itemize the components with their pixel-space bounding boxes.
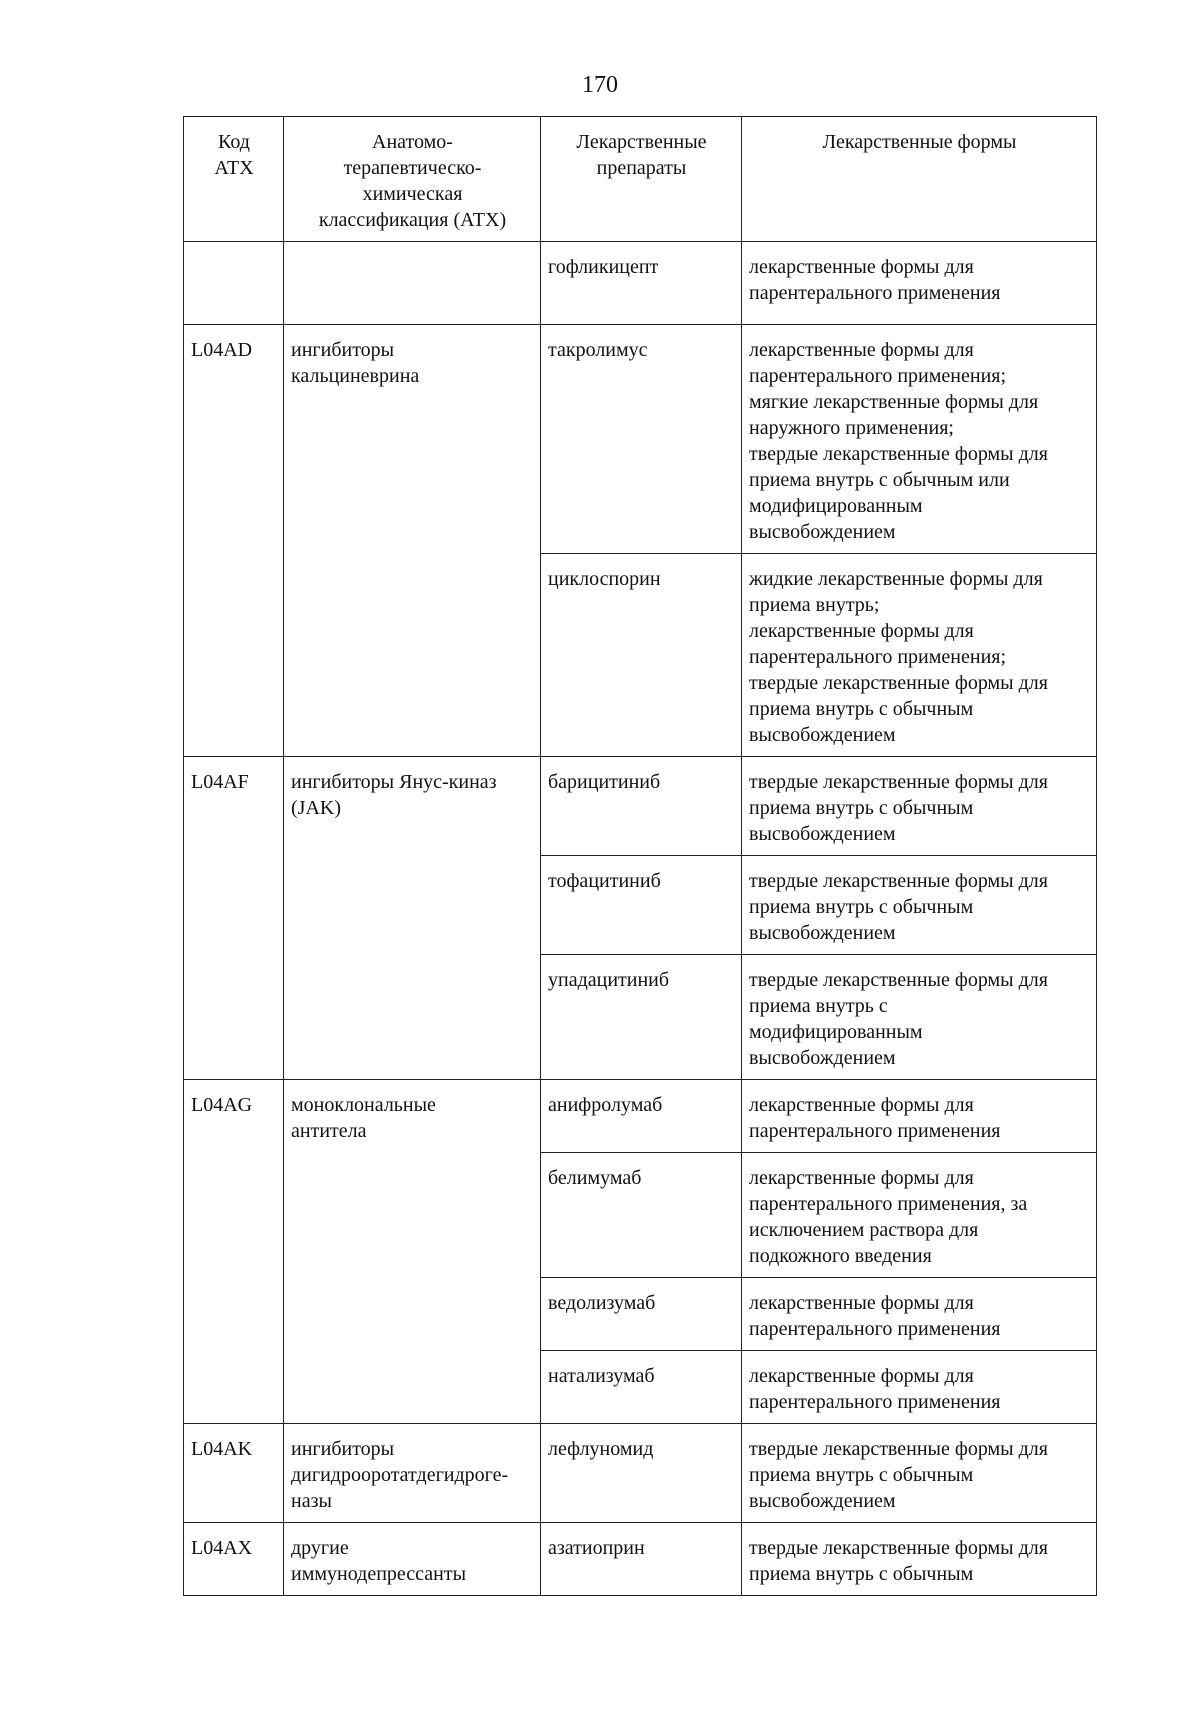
drug-cell: ведолизумаб (541, 1278, 742, 1351)
table-row (184, 757, 1097, 856)
code-cell: L04AF (184, 757, 284, 1080)
form-cell: лекарственные формы для парентерального применения (742, 1278, 1097, 1351)
page-number: 170 (582, 72, 618, 98)
drug-cell: такролимус (541, 325, 742, 554)
code-cell (184, 242, 284, 325)
form-cell: твердые лекарственные формы для приема внутрь с обычным высвобождением (742, 1424, 1097, 1523)
form-cell: лекарственные формы для парентерального применения (742, 1351, 1097, 1424)
form-cell: твердые лекарственные формы для приема внутрь с обычным (742, 1523, 1097, 1596)
form-cell: лекарственные формы для парентерального применения, за исключением раствора для подкожного введения (742, 1153, 1097, 1278)
classification-cell (284, 242, 541, 325)
code-cell: L04AD (184, 325, 284, 757)
drug-cell: анифролумаб (541, 1080, 742, 1153)
table-row (184, 1080, 1097, 1153)
drug-cell: гофликицепт (541, 242, 742, 325)
form-cell: жидкие лекарственные формы для приема внутрь; лекарственные формы для парентерального применения; твердые лекарственные формы для приема внутрь с обычным высвобождением (742, 554, 1097, 757)
classification-cell: ингибиторы дигидрооротатдегидроге- назы (284, 1424, 541, 1523)
drug-cell: тофацитиниб (541, 856, 742, 955)
code-cell: L04AX (184, 1523, 284, 1596)
drug-cell: циклоспорин (541, 554, 742, 757)
classification-cell: моноклональные антитела (284, 1080, 541, 1424)
header-classification: Анатомо- терапевтическо- химическая классификация (АТХ) (284, 117, 541, 242)
classification-cell: другие иммунодепрессанты (284, 1523, 541, 1596)
form-cell: твердые лекарственные формы для приема внутрь с обычным высвобождением (742, 856, 1097, 955)
code-cell: L04AG (184, 1080, 284, 1424)
form-cell: лекарственные формы для парентерального применения; мягкие лекарственные формы для наружного применения; твердые лекарственные формы для приема внутрь с обычным или модифицированным высвобождением (742, 325, 1097, 554)
form-cell: твердые лекарственные формы для приема внутрь с обычным высвобождением (742, 757, 1097, 856)
form-cell: твердые лекарственные формы для приема внутрь с модифицированным высвобождением (742, 955, 1097, 1080)
drug-cell: натализумаб (541, 1351, 742, 1424)
atx-table (183, 116, 1097, 1596)
table-row (184, 1523, 1097, 1596)
header-forms: Лекарственные формы (742, 117, 1097, 242)
drug-cell: белимумаб (541, 1153, 742, 1278)
form-cell: лекарственные формы для парентерального применения (742, 1080, 1097, 1153)
drug-cell: упадацитиниб (541, 955, 742, 1080)
classification-cell: ингибиторы Янус-киназ (JAK) (284, 757, 541, 1080)
drug-cell: азатиоприн (541, 1523, 742, 1596)
table-row (184, 325, 1097, 554)
table-row (184, 242, 1097, 325)
drug-cell: барицитиниб (541, 757, 742, 856)
header-drugs: Лекарственные препараты (541, 117, 742, 242)
drug-cell: лефлуномид (541, 1424, 742, 1523)
header-code: Код АТХ (184, 117, 284, 242)
form-cell: лекарственные формы для парентерального применения (742, 242, 1097, 325)
code-cell: L04AK (184, 1424, 284, 1523)
table-row (184, 1424, 1097, 1523)
classification-cell: ингибиторы кальциневрина (284, 325, 541, 757)
table-header-row (184, 117, 1097, 242)
